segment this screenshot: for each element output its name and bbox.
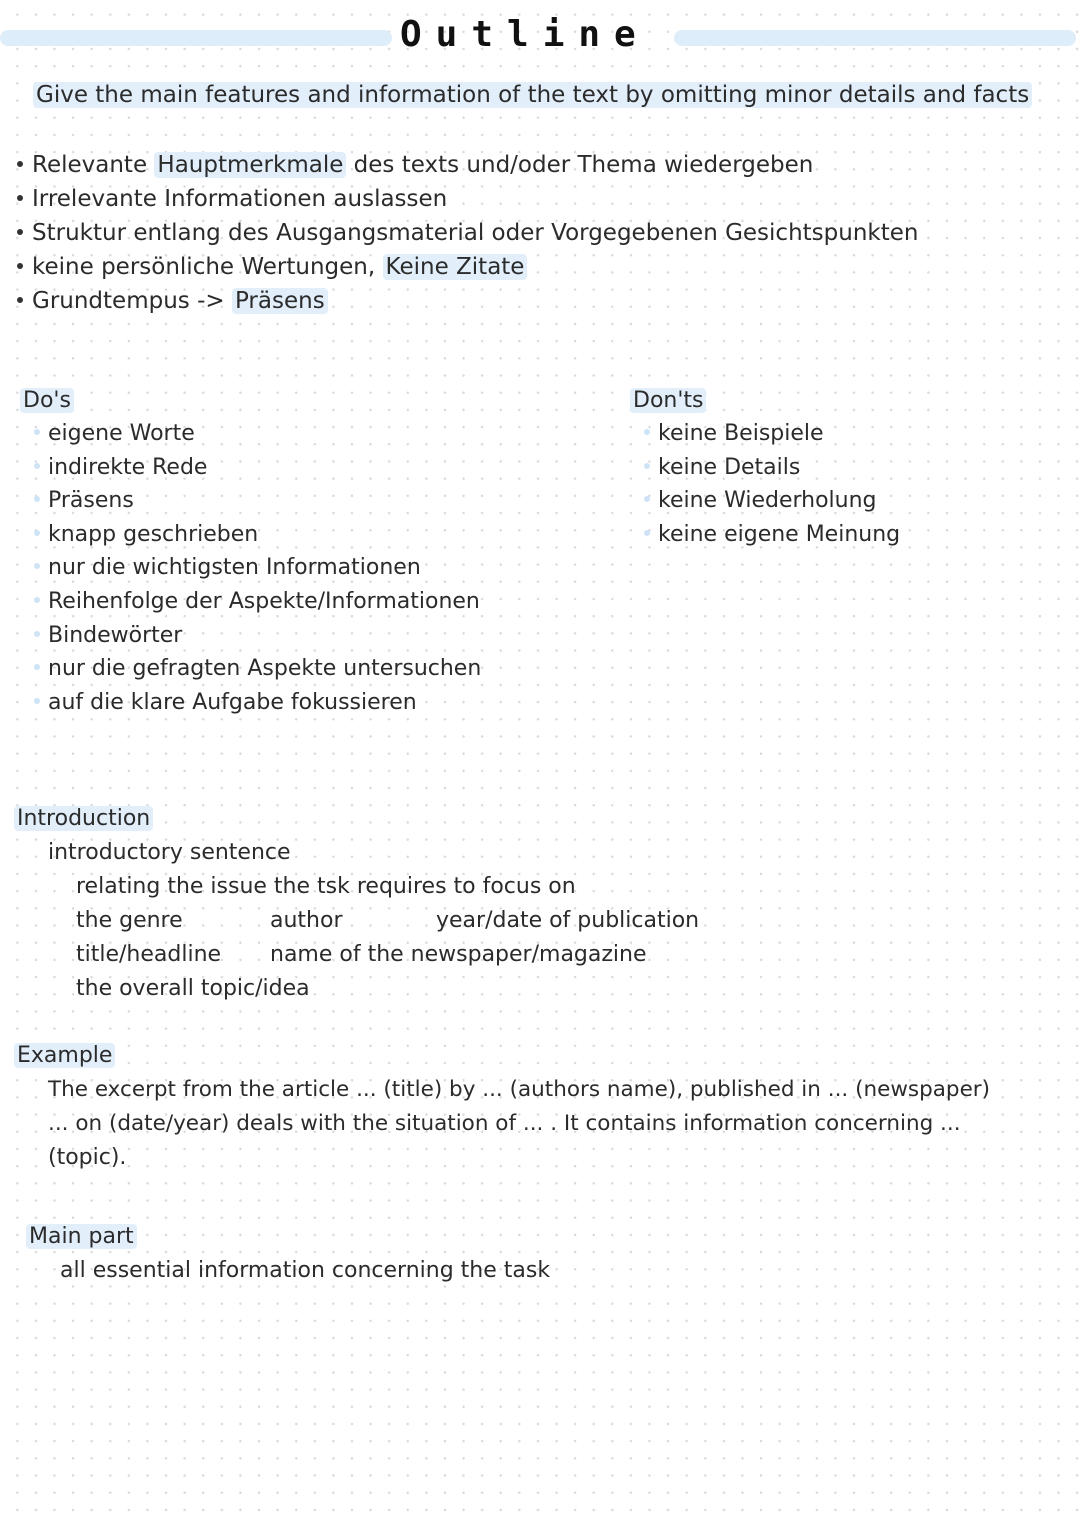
bullet-icon bbox=[34, 698, 40, 704]
example-line-1: The excerpt from the article ... (title) by ... (authors name), published in ... (newspaper) bbox=[48, 1077, 991, 1102]
bullet-item bbox=[17, 148, 918, 182]
bullet-list bbox=[17, 148, 918, 318]
list-item-text: indirekte Rede bbox=[48, 454, 208, 480]
list-item bbox=[644, 518, 900, 552]
list-item-text: keine Details bbox=[658, 454, 801, 480]
introduction-newspaper: name of the newspaper/magazine bbox=[270, 942, 647, 967]
list-item-text: Reihenfolge der Aspekte/Informationen bbox=[48, 588, 480, 614]
bullet-highlight: Präsens bbox=[232, 288, 328, 314]
list-item-text: nur die gefragten Aspekte untersuchen bbox=[48, 656, 482, 682]
example-heading bbox=[14, 1043, 115, 1068]
list-item bbox=[644, 484, 900, 518]
list-item-text: nur die wichtigsten Informationen bbox=[48, 555, 421, 581]
main-part-text: all essential information concerning the task bbox=[60, 1258, 551, 1283]
list-item bbox=[34, 585, 481, 619]
bullet-highlight: Hauptmerkmale bbox=[154, 152, 346, 178]
list-item-text: auf die klare Aufgabe fokussieren bbox=[48, 689, 417, 715]
introduction-heading bbox=[14, 806, 153, 831]
bullet-text: Irrelevante Informationen auslassen bbox=[32, 186, 448, 212]
introduction-sentence: introductory sentence bbox=[48, 840, 291, 865]
donts-list bbox=[630, 417, 900, 551]
donts-heading-text: Don'ts bbox=[630, 388, 706, 413]
introduction-year: year/date of publication bbox=[436, 908, 700, 933]
bullet-icon bbox=[34, 463, 40, 469]
bullet-icon bbox=[17, 229, 23, 235]
list-item-text: keine Wiederholung bbox=[658, 488, 877, 514]
list-item-text: knapp geschrieben bbox=[48, 521, 259, 547]
bullet-item bbox=[17, 182, 918, 216]
list-item-text: Präsens bbox=[48, 488, 134, 514]
bullet-icon bbox=[34, 530, 40, 536]
introduction-author: author bbox=[270, 908, 343, 933]
bullet-icon bbox=[17, 161, 23, 167]
list-item bbox=[34, 451, 481, 485]
bullet-text: des texts und/oder Thema wiedergeben bbox=[346, 152, 814, 178]
bullet-icon bbox=[34, 631, 40, 637]
bullet-item bbox=[17, 284, 918, 318]
list-item bbox=[644, 417, 900, 451]
bullet-icon bbox=[17, 263, 23, 269]
list-item bbox=[34, 417, 481, 451]
introduction-relating: relating the issue the tsk requires to focus on bbox=[76, 874, 576, 899]
dos-section bbox=[20, 384, 481, 719]
bullet-icon bbox=[34, 597, 40, 603]
bullet-text: Struktur entlang des Ausgangsmaterial oder Vorgegebenen Gesichtspunkten bbox=[32, 220, 919, 246]
dos-heading bbox=[20, 384, 481, 417]
bullet-highlight: Keine Zitate bbox=[383, 254, 528, 280]
bullet-icon bbox=[644, 496, 650, 502]
title-bar-right bbox=[674, 30, 1076, 46]
bullet-text: keine persönliche Wertungen, bbox=[32, 254, 383, 280]
bullet-icon bbox=[34, 664, 40, 670]
list-item bbox=[34, 686, 481, 720]
bullet-icon bbox=[34, 496, 40, 502]
list-item-text: eigene Worte bbox=[48, 421, 195, 446]
bullet-item bbox=[17, 216, 918, 250]
dos-list bbox=[20, 417, 481, 719]
list-item-text: keine eigene Meinung bbox=[658, 521, 901, 547]
introduction-topic: the overall topic/idea bbox=[76, 976, 310, 1001]
bullet-icon bbox=[34, 429, 40, 435]
donts-section bbox=[630, 384, 900, 551]
bullet-text: Relevante bbox=[32, 152, 155, 178]
dos-heading-text: Do's bbox=[20, 388, 74, 413]
list-item bbox=[34, 484, 481, 518]
list-item-text: Bindewörter bbox=[48, 622, 183, 648]
bullet-icon bbox=[644, 463, 650, 469]
main-part-heading-text: Main part bbox=[26, 1224, 137, 1249]
list-item bbox=[34, 619, 481, 653]
donts-heading bbox=[630, 384, 900, 417]
bullet-icon bbox=[17, 297, 23, 303]
bullet-icon bbox=[644, 530, 650, 536]
subtitle bbox=[33, 82, 1032, 108]
introduction-genre: the genre bbox=[76, 908, 183, 933]
bullet-icon bbox=[644, 429, 650, 435]
main-part-heading bbox=[26, 1224, 137, 1249]
bullet-icon bbox=[17, 195, 23, 201]
bullet-icon bbox=[34, 563, 40, 569]
example-line-2: ... on (date/year) deals with the situation of ... . It contains information concerning ... bbox=[48, 1111, 961, 1136]
page-title: Outline bbox=[400, 14, 650, 55]
list-item bbox=[644, 451, 900, 485]
list-item-text: keine Beispiele bbox=[658, 421, 824, 446]
list-item bbox=[34, 551, 481, 585]
example-heading-text: Example bbox=[14, 1043, 115, 1068]
example-line-3: (topic). bbox=[48, 1145, 127, 1170]
introduction-headline: title/headline bbox=[76, 942, 222, 967]
bullet-text: Grundtempus -> bbox=[32, 288, 232, 314]
subtitle-text: Give the main features and information of the text by omitting minor details and facts bbox=[33, 82, 1032, 108]
introduction-heading-text: Introduction bbox=[14, 806, 153, 831]
bullet-item bbox=[17, 250, 918, 284]
title-bar-left bbox=[0, 30, 392, 46]
list-item bbox=[34, 652, 481, 686]
list-item bbox=[34, 518, 481, 552]
